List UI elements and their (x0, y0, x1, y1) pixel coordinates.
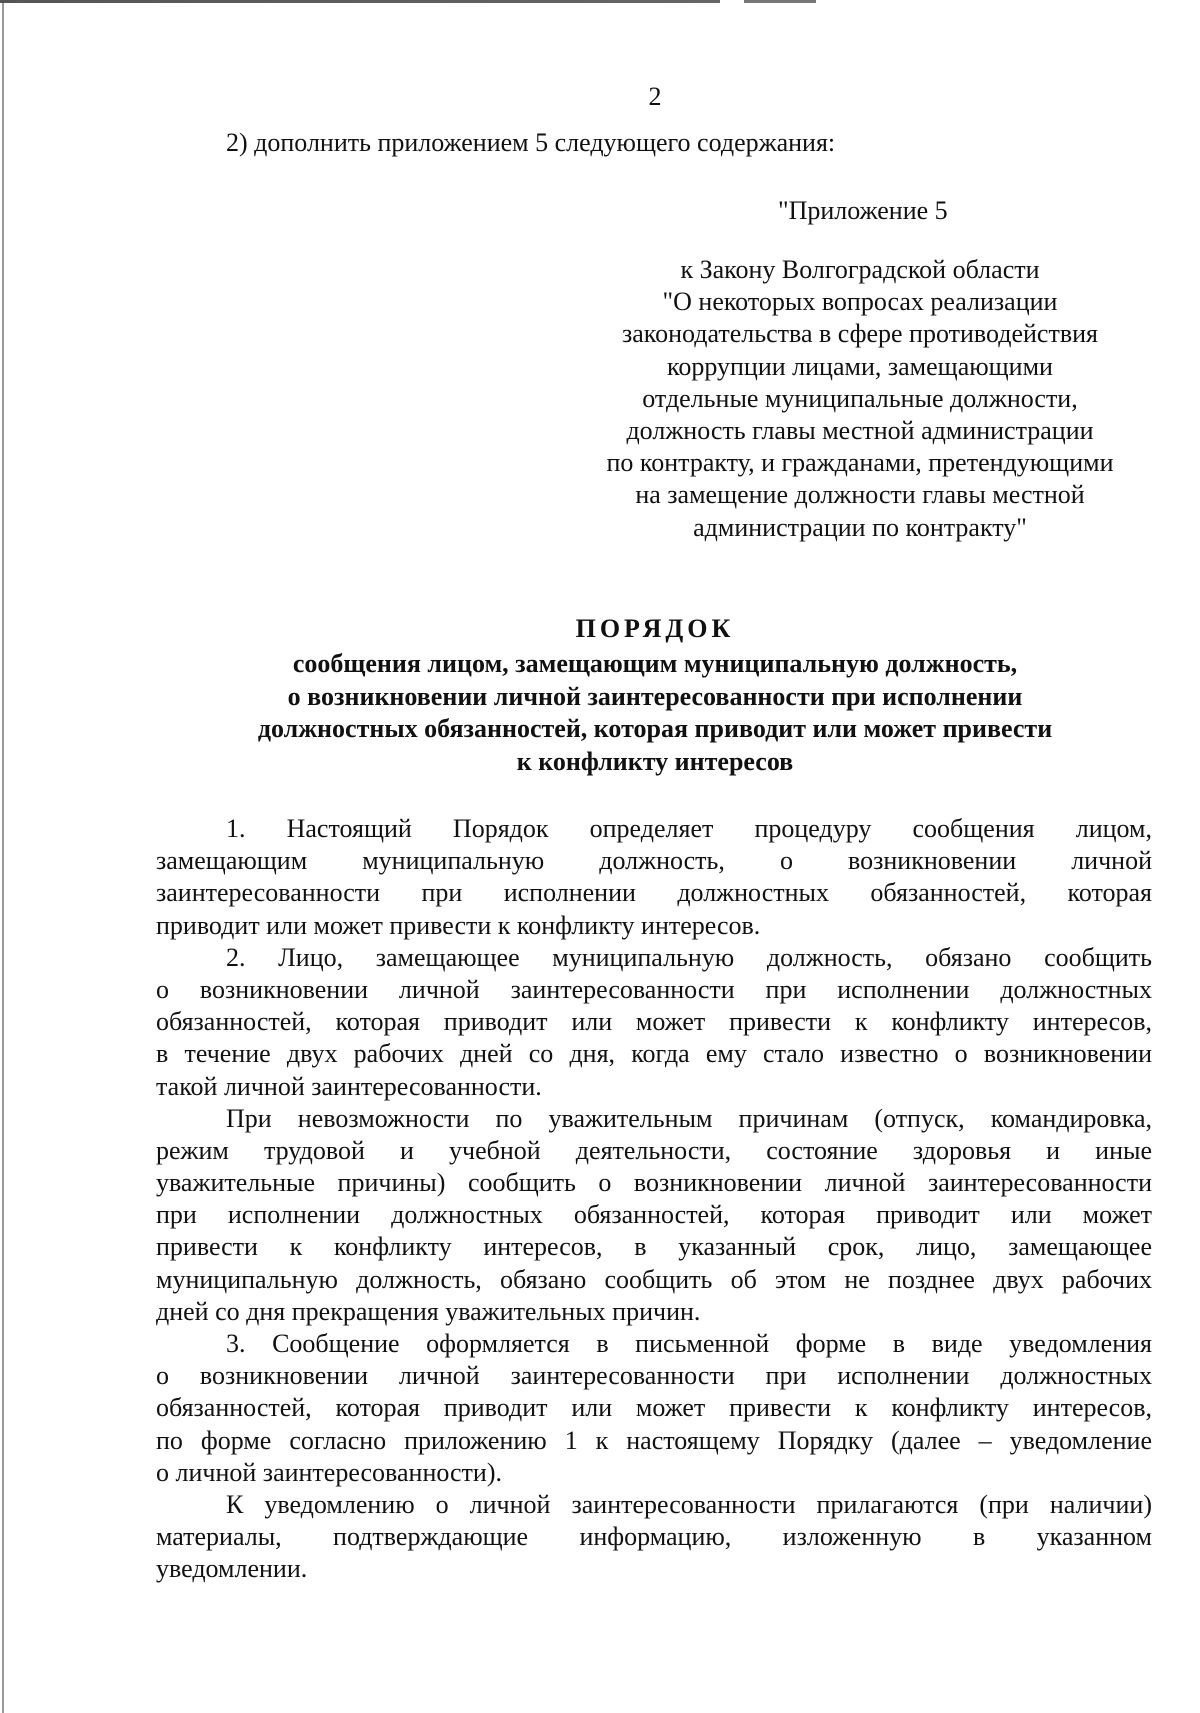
body-line: по форме согласно приложению 1 к настоящему Порядку (далее – уведомление (156, 1425, 1152, 1455)
body-line: режим трудовой и учебной деятельности, состояние здоровья и иные (156, 1135, 1152, 1165)
body-line: привести к конфликту интересов, в указанный срок, лицо, замещающее (156, 1232, 1152, 1262)
body-line: 3. Сообщение оформляется в письменной форме в виде уведомления (226, 1329, 1152, 1358)
amendment-intro: 2) дополнить приложением 5 следующего содержания: (226, 128, 836, 157)
appendix-line: отдельные муниципальные должности, (642, 383, 1078, 413)
appendix-line: на замещение должности главы местной (635, 480, 1085, 510)
body-line: о возникновении личной заинтересованности при исполнении должностных (156, 974, 1152, 1004)
body-line: дней со дня прекращения уважительных причин. (156, 1296, 701, 1326)
body-line: К уведомлению о личной заинтересованности прилагаются (при наличии) (226, 1489, 1152, 1519)
appendix-line: коррупции лицами, замещающими (667, 351, 1053, 381)
order-title: ПОРЯДОК (575, 614, 735, 643)
subtitle-line: к конфликту интересов (516, 746, 794, 776)
body-line: материалы, подтверждающие информацию, изложенную в указанном (156, 1522, 1152, 1552)
body-line: 1. Настоящий Порядок определяет процедуру сообщения лицом, (226, 814, 1152, 843)
body-line: о личной заинтересованности). (156, 1457, 502, 1487)
subtitle-line: сообщения лицом, замещающим муниципальную должность, (292, 649, 1018, 678)
body-text (156, 813, 1152, 1586)
scan-top-edge (0, 0, 1200, 3)
body-line: о возникновении личной заинтересованности при исполнении должностных (156, 1361, 1152, 1391)
body-line: При невозможности по уважительным причинам (отпуск, командировка, (226, 1103, 1152, 1133)
appendix-title: "Приложение 5 (778, 196, 948, 225)
body-line: заинтересованности при исполнении должностных обязанностей, которая (156, 878, 1152, 908)
appendix-reference (580, 254, 1140, 544)
body-line: обязанностей, которая приводит или может привести к конфликту интересов, (156, 1007, 1152, 1037)
body-line: уведомлении. (156, 1554, 308, 1584)
appendix-line: должность главы местной администрации (626, 416, 1094, 446)
body-line: муниципальную должность, обязано сообщить об этом не позднее двух рабочих (156, 1264, 1152, 1294)
appendix-line: по контракту, и гражданами, претендующими (606, 448, 1114, 478)
appendix-line: к Закону Волгоградской области (680, 255, 1040, 284)
order-subtitle (0, 648, 1200, 778)
scan-left-edge (2, 0, 4, 1713)
body-line: в течение двух рабочих дней со дня, когда ему стало известно о возникновении (156, 1039, 1152, 1069)
body-line: при исполнении должностных обязанностей, которая приводит или может (156, 1200, 1152, 1230)
appendix-line: "О некоторых вопросах реализации (662, 287, 1058, 317)
body-line: 2. Лицо, замещающее муниципальную должность, обязано сообщить (226, 942, 1152, 972)
body-line: замещающим муниципальную должность, о возникновении личной (156, 846, 1152, 876)
appendix-line: администрации по контракту" (693, 512, 1027, 542)
body-line: приводит или может привести к конфликту интересов. (156, 910, 761, 940)
page-number: 2 (648, 82, 662, 111)
appendix-line: законодательства в сфере противодействия (622, 319, 1098, 349)
subtitle-line: должностных обязанностей, которая приводит или может привести (257, 714, 1053, 743)
body-line: такой личной заинтересованности. (156, 1071, 542, 1101)
body-line: уважительные причины) сообщить о возникновении личной заинтересованности (156, 1168, 1152, 1198)
subtitle-line: о возникновении личной заинтересованности при исполнении (287, 681, 1023, 711)
body-line: обязанностей, которая приводит или может привести к конфликту интересов, (156, 1393, 1152, 1423)
